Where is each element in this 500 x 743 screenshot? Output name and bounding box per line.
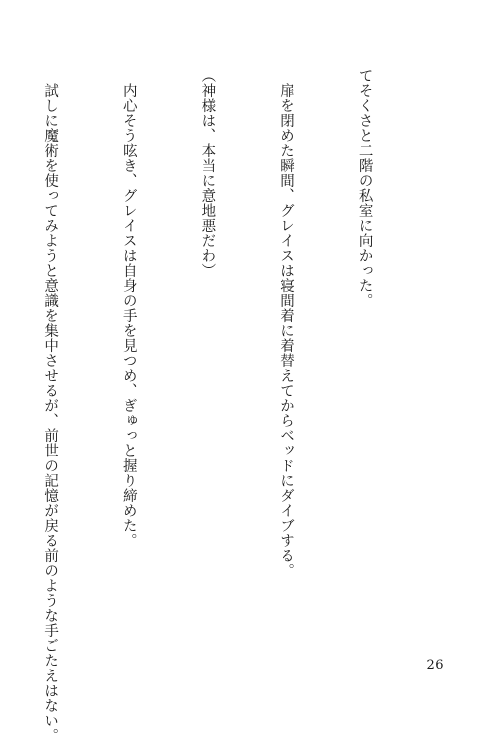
text-line: 扉を閉めた瞬間、グレイスは寝間着に着替えてからベッドにダイブする。 [277, 82, 294, 578]
text-line: てそくさと二階の私室に向かった。 [356, 68, 373, 308]
text-line: 試しに魔術を使ってみようと意識を集中させるが、前世の記憶が戻る前のような手ごたえはない。 [42, 82, 59, 743]
text-line: （神様は、本当に意地悪だわ） [199, 68, 216, 278]
page-number: 26 [426, 658, 444, 673]
vertical-text-block [42, 68, 430, 743]
text-line: 内心そう呟き、グレイスは自身の手を見つめ、ぎゅっと握り締めた。 [120, 82, 137, 548]
